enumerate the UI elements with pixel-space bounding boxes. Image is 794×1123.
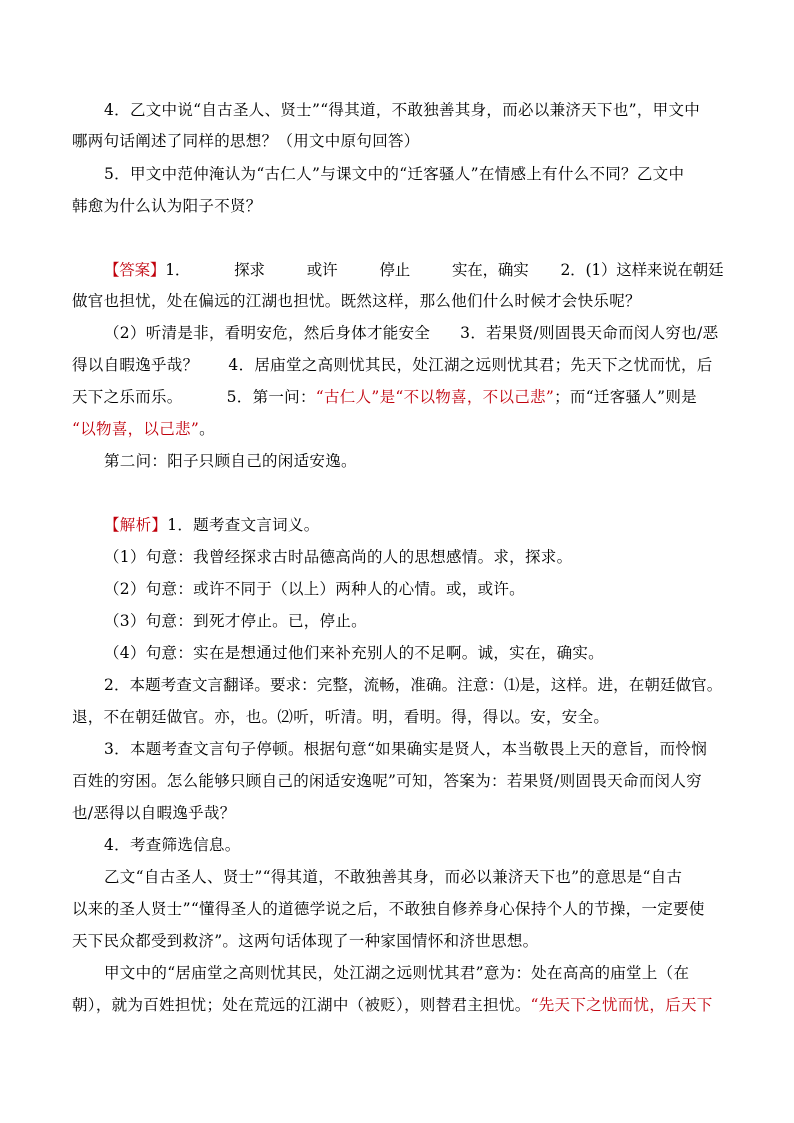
analysis-3-line-2: 百姓的穷困。怎么能够只顾自己的闲适安逸呢”可知，答案为：若果贤/则固畏天命而闵人穷 [72, 772, 702, 790]
question-5-line-2: 韩愈为什么认为阳子不贤？ [72, 197, 262, 215]
analysis-1-item-4: （4）句意：实在是想通过他们来补充别人的不足啊。诚，实在，确实。 [104, 644, 604, 662]
answer-4-start: 4．居庙堂之高则忧其民，处江湖之远则忧其君；先天下之忧而忧，后 [228, 356, 713, 374]
answer-5-highlight-1: “古仁人”是“不以物喜，不以己悲” [315, 388, 555, 406]
answer-2-start: 2．(1）这样来说在朝廷 [560, 261, 724, 279]
analysis-4-line-2: 以来的圣人贤士”“懂得圣人的道德学说之后，不敢独自修养身心保持个人的节操，一定要使 [72, 900, 705, 918]
answer-2-part-2: （2）听清是非，看明安危，然后身体才能安全 [104, 324, 431, 342]
answer-5-tail-1: ；而“迁客骚人”则是 [554, 388, 697, 406]
analysis-1-item-2: （2）句意：或许不同于（以上）两种人的心情。或，或许。 [104, 580, 525, 598]
analysis-1-item-1: （1）句意：我曾经探求古时品德高尚的人的思想感情。求，探求。 [104, 548, 573, 566]
answer-line-7: 第二问：阳子只顾自己的闲适安逸。 [104, 452, 357, 470]
analysis-1-item-3: （3）句意：到死才停止。已，停止。 [104, 612, 367, 630]
analysis-line-1 [104, 515, 320, 535]
answer-1-number: 1． [165, 261, 191, 279]
analysis-4-line-3: 天下民众都受到救济”。这两句话体现了一种家国情怀和济世思想。 [72, 932, 539, 950]
answer-1-word-4: 实在，确实 [452, 261, 529, 279]
analysis-3-line-3: 也/恶得以自暇逸乎哉？ [72, 804, 236, 822]
question-5-line-1: 5．甲文中范仲淹认为“古仁人”与课文中的“迁客骚人”在情感上有什么不同？乙文中 [104, 165, 685, 183]
question-4-line-2: 哪两句话阐述了同样的思想？（用文中原句回答） [72, 132, 420, 150]
analysis-2-line-2: 退，不在朝廷做官。亦，也。⑵听，听清。明，看明。得，得以。安，安全。 [72, 708, 610, 726]
answer-line-6 [72, 419, 215, 439]
analysis-4-line-5-text: 朝），就为百姓担忧；处在荒远的江湖中（被贬），则替君主担忧。 [72, 996, 531, 1014]
analysis-4-title: 4．考查筛选信息。 [104, 836, 241, 854]
answer-1-word-2: 或许 [306, 261, 338, 279]
answer-5-number: 5．第一问： [226, 388, 316, 406]
answer-line-4 [72, 355, 713, 375]
analysis-4-line-5 [72, 995, 713, 1015]
answer-5-highlight-2: “以物喜，以己悲” [72, 420, 200, 438]
analysis-2-line-1: 2．本题考查文言翻译。要求：完整，流畅，准确。注意：⑴是，这样。进，在朝廷做官。 [104, 676, 723, 694]
answer-tag: 【答案】 [104, 261, 166, 279]
answer-1-word-3: 停止 [379, 261, 410, 279]
analysis-4-line-4: 甲文中的“居庙堂之高则忧其民，处江湖之远则忧其君”意为：处在高高的庙堂上（在 [104, 964, 690, 982]
answer-1-word-1: 探求 [234, 261, 265, 279]
analysis-3-line-1: 3．本题考查文言句子停顿。根据句意“如果确实是贤人，本当敬畏上天的意旨，而怜悯 [104, 740, 707, 758]
analysis-4-highlight: “先天下之忧而忧，后天下 [530, 996, 713, 1014]
answer-line-2: 做官也担忧，处在偏远的江湖也担忧。既然这样，那么他们什么时候才会快乐呢？ [72, 292, 641, 310]
analysis-4-line-1: 乙文“自古圣人、贤士”“得其道，不敢独善其身，而必以兼济天下也”的意思是“自古 [104, 868, 683, 886]
answer-4-end: 天下之乐而乐。 [72, 388, 183, 406]
answer-3-end: 得以自暇逸乎哉？ [72, 356, 199, 374]
analysis-1-title: 1．题考查文言词义。 [167, 516, 320, 534]
answer-line-1 [104, 260, 723, 280]
answer-5-tail-2: 。 [199, 420, 215, 438]
analysis-tag: 【解析】 [104, 516, 168, 534]
question-4-line-1: 4．乙文中说“自古圣人、贤士”“得其道，不敢独善其身，而必以兼济天下也”，甲文中 [104, 101, 701, 119]
answer-line-3 [104, 323, 718, 343]
answer-3-start: 3．若果贤/则固畏天命而闵人穷也/恶 [460, 324, 719, 342]
answer-line-5 [72, 387, 697, 407]
